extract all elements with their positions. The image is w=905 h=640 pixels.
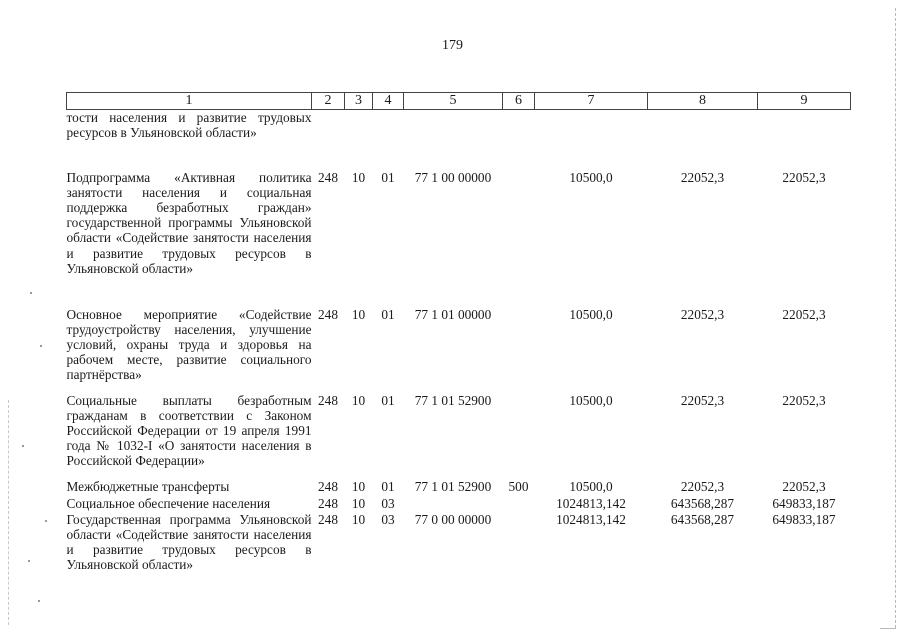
header-col-1: 1 bbox=[67, 93, 312, 110]
cell-amount-col8: 643568,287 bbox=[670, 511, 735, 527]
scan-speck bbox=[22, 445, 24, 447]
scan-edge-left bbox=[8, 400, 9, 625]
cell-subsection: 01 bbox=[381, 478, 395, 494]
table-row bbox=[67, 393, 851, 479]
row-name: Социальное обеспечение населения bbox=[66, 495, 271, 511]
cell-amount-col8: 22052,3 bbox=[680, 169, 725, 185]
cell-amount-col8: 22052,3 bbox=[680, 306, 725, 322]
cell-expense-type bbox=[503, 110, 535, 170]
header-col-7: 7 bbox=[535, 93, 648, 110]
cell-ministry: 248 bbox=[318, 392, 338, 408]
budget-table bbox=[66, 92, 851, 598]
cell-amount-col9 bbox=[758, 110, 851, 170]
cell-target-article: 77 1 01 52900 bbox=[414, 478, 492, 494]
table-row bbox=[67, 110, 851, 170]
cell-ministry: 248 bbox=[318, 511, 338, 527]
header-col-5: 5 bbox=[404, 93, 503, 110]
cell-amount-col8 bbox=[648, 110, 758, 170]
cell-amount-col9: 22052,3 bbox=[782, 306, 826, 322]
row-name: Социальные выплаты безработным гражданам в соответствии с Законом Российской Федерации от 19 апреля 1991 года № 1032-I «О занятости населения в Российской Федерации» bbox=[66, 392, 312, 469]
cell-section: 10 bbox=[351, 495, 366, 511]
cell-ministry bbox=[312, 110, 345, 170]
cell-amount-col7: 10500,0 bbox=[569, 392, 613, 408]
cell-amount-col7 bbox=[535, 110, 648, 170]
table-row bbox=[67, 479, 851, 496]
table-row bbox=[67, 307, 851, 393]
row-name: Межбюджетные трансферты bbox=[66, 478, 230, 494]
cell-subsection bbox=[373, 110, 404, 170]
scan-speck bbox=[40, 345, 42, 347]
cell-subsection: 01 bbox=[381, 169, 395, 185]
scan-speck bbox=[45, 520, 47, 522]
cell-expense-type bbox=[503, 307, 535, 393]
cell-subsection: 01 bbox=[381, 306, 395, 322]
cell-amount-col7: 1024813,142 bbox=[556, 511, 626, 527]
cell-target-article bbox=[404, 110, 503, 170]
cell-amount-col9: 22052,3 bbox=[782, 478, 826, 494]
row-name: Государственная программа Ульяновской области «Содействие занятости населения и развитие трудовых ресурсов в Ульяновской области» bbox=[66, 511, 312, 573]
row-name: Основное мероприятие «Содействие трудоустройству населения, улучшение условий, охраны труда и здоровья на рабочем месте, развитие социального партнёрства» bbox=[66, 306, 312, 383]
cell-expense-type bbox=[503, 496, 535, 512]
cell-target-article: 77 0 00 00000 bbox=[414, 511, 492, 527]
cell-expense-type bbox=[503, 170, 535, 307]
cell-target-article: 77 1 00 00000 bbox=[414, 169, 492, 185]
cell-section: 10 bbox=[351, 392, 366, 408]
header-col-9: 9 bbox=[758, 93, 851, 110]
cell-target-article bbox=[404, 496, 503, 512]
header-col-2: 2 bbox=[312, 93, 345, 110]
table-row bbox=[67, 170, 851, 307]
cell-section: 10 bbox=[351, 511, 366, 527]
cell-ministry: 248 bbox=[318, 306, 338, 322]
cell-amount-col7: 10500,0 bbox=[569, 478, 613, 494]
page-number: 179 bbox=[442, 38, 463, 53]
cell-subsection: 01 bbox=[381, 392, 395, 408]
row-name: тости населения и развитие трудовых ресурсов в Ульяновской области» bbox=[66, 110, 312, 141]
scan-edge-corner bbox=[880, 628, 896, 629]
scan-speck bbox=[28, 560, 30, 562]
header-col-4: 4 bbox=[373, 93, 404, 110]
scan-edge-right bbox=[895, 8, 896, 628]
row-name: Подпрограмма «Активная политика занятости населения и социальная поддержка безработных граждан» государственной программы Ульяновской области «Содействие занятости населения и развитие трудовых ресурсов в Ульяновской области» bbox=[66, 169, 312, 276]
scan-speck bbox=[30, 292, 32, 294]
cell-target-article: 77 1 01 52900 bbox=[414, 392, 492, 408]
cell-target-article: 77 1 01 00000 bbox=[414, 306, 492, 322]
header-col-6: 6 bbox=[503, 93, 535, 110]
header-col-3: 3 bbox=[345, 93, 373, 110]
cell-subsection: 03 bbox=[381, 495, 395, 511]
cell-section: 10 bbox=[351, 306, 366, 322]
cell-amount-col9: 22052,3 bbox=[782, 392, 826, 408]
cell-ministry: 248 bbox=[318, 478, 338, 494]
cell-amount-col9: 22052,3 bbox=[782, 169, 826, 185]
cell-amount-col7: 10500,0 bbox=[569, 169, 613, 185]
header-row bbox=[67, 93, 851, 110]
cell-amount-col8: 22052,3 bbox=[680, 478, 725, 494]
table-row bbox=[67, 496, 851, 512]
cell-ministry: 248 bbox=[318, 495, 338, 511]
cell-subsection: 03 bbox=[381, 511, 395, 527]
cell-expense-type bbox=[503, 512, 535, 598]
cell-section: 10 bbox=[351, 169, 366, 185]
cell-section bbox=[345, 110, 373, 170]
cell-amount-col7: 1024813,142 bbox=[556, 495, 626, 511]
header-col-8: 8 bbox=[648, 93, 758, 110]
cell-expense-type: 500 bbox=[508, 478, 529, 494]
scan-speck bbox=[38, 600, 40, 602]
cell-amount-col7: 10500,0 bbox=[569, 306, 613, 322]
cell-ministry: 248 bbox=[318, 169, 338, 185]
cell-amount-col8: 22052,3 bbox=[680, 392, 725, 408]
cell-section: 10 bbox=[351, 478, 366, 494]
cell-expense-type bbox=[503, 393, 535, 479]
cell-amount-col8: 643568,287 bbox=[670, 495, 735, 511]
cell-amount-col9: 649833,187 bbox=[772, 511, 836, 527]
cell-amount-col9: 649833,187 bbox=[772, 495, 836, 511]
table-row bbox=[67, 512, 851, 598]
